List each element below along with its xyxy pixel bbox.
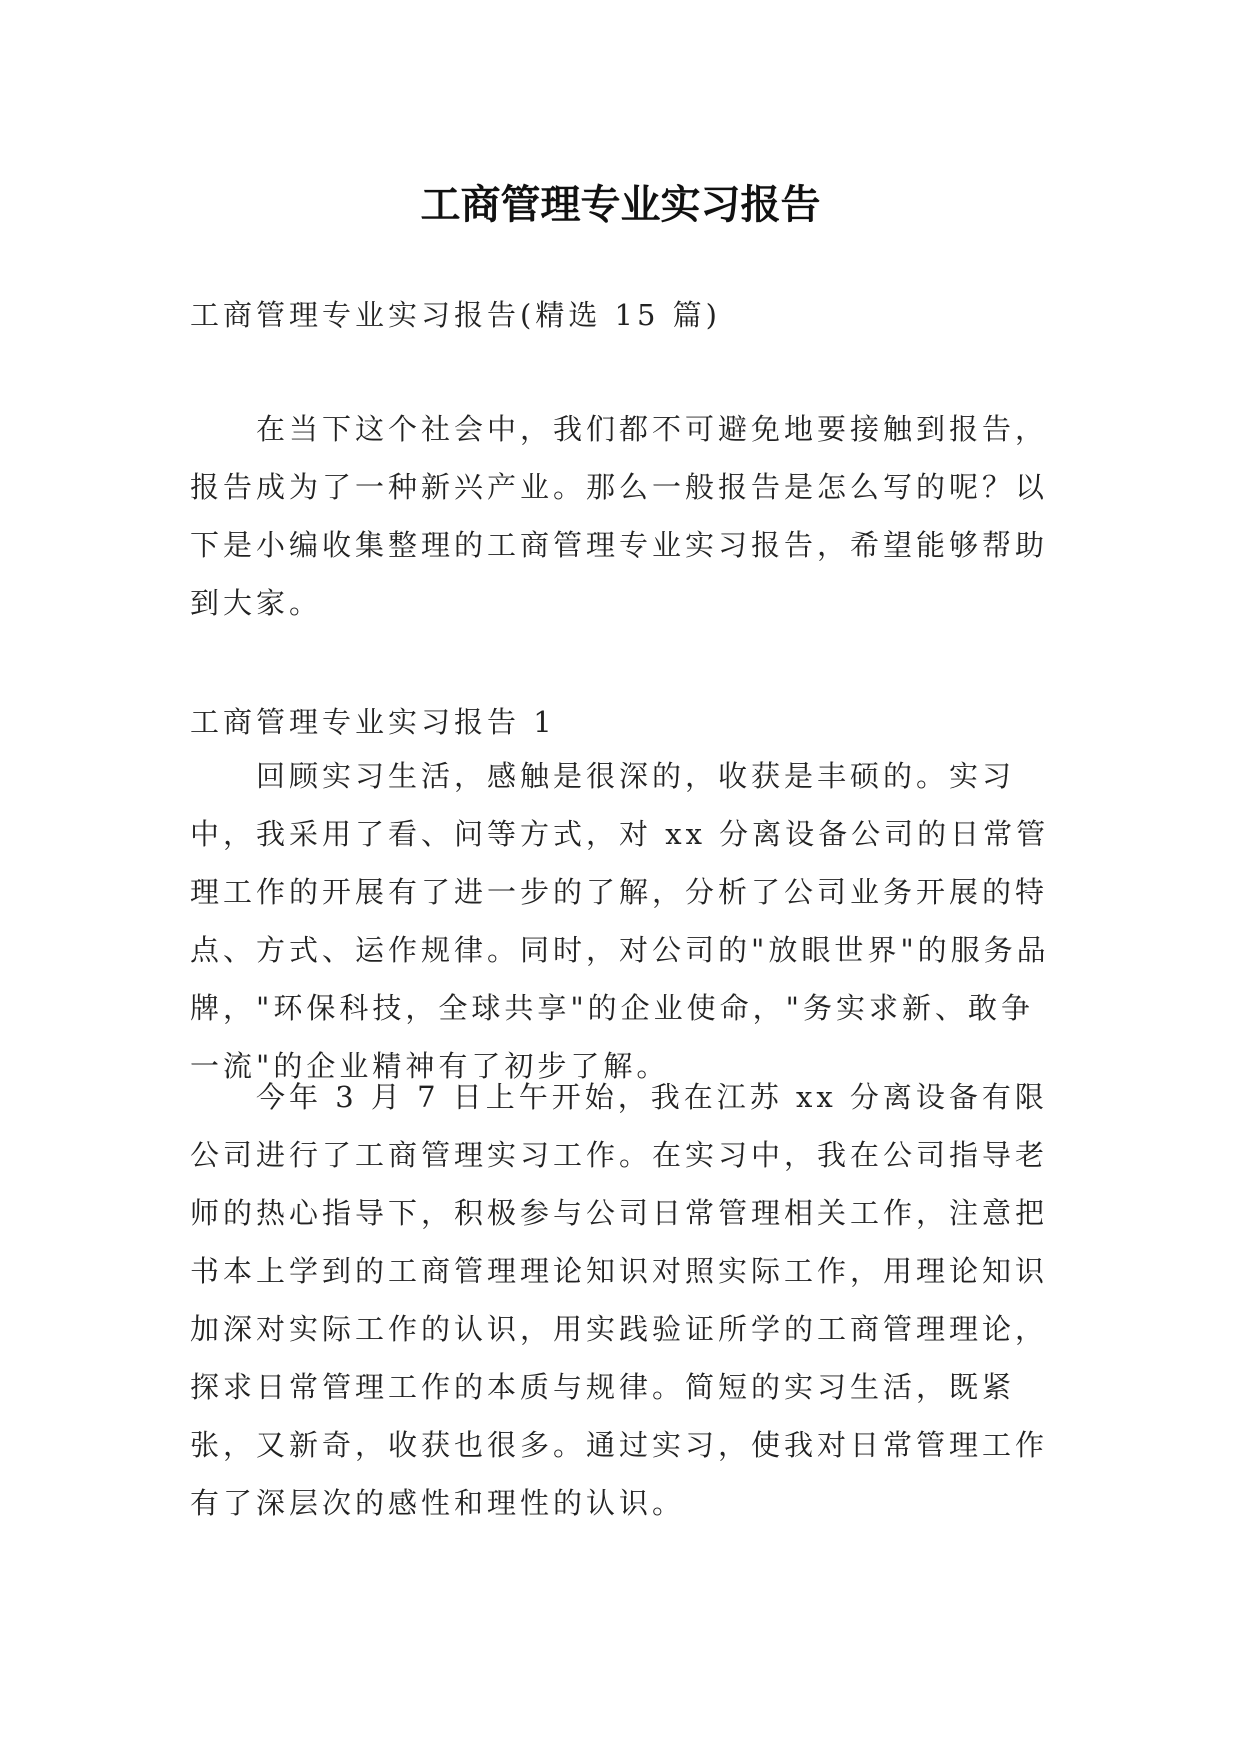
document-subtitle: 工商管理专业实习报告(精选 15 篇)	[190, 298, 721, 332]
section-heading: 工商管理专业实习报告 1	[190, 705, 556, 739]
body-paragraph: 回顾实习生活，感触是很深的，收获是丰硕的。实习中，我采用了看、问等方式，对 xx 分离设备公司的日常管理工作的开展有了进一步的了解，分析了公司业务开展的特点、方式、运作规律。同时，对公司的"放眼世界"的服务品牌，"环保科技，全球共享"的企业使命，"务实求新、敢争一流"的企业精神有了初步了解。	[190, 759, 1050, 1083]
document-title: 工商管理专业实习报告	[420, 180, 821, 228]
intro-paragraph: 在当下这个社会中，我们都不可避免地要接触到报告，报告成为了一种新兴产业。那么一般报告是怎么写的呢？以下是小编收集整理的工商管理专业实习报告，希望能够帮助到大家。	[190, 412, 1049, 620]
body-paragraph: 今年 3 月 7 日上午开始，我在江苏 xx 分离设备有限公司进行了工商管理实习工作。在实习中，我在公司指导老师的热心指导下，积极参与公司日常管理相关工作，注意把书本上学到的工商管理理论知识对照实际工作，用理论知识加深对实际工作的认识，用实践验证所学的工商管理理论，探求日常管理工作的本质与规律。简短的实习生活，既紧张，又新奇，收获也很多。通过实习，使我对日常管理工作有了深层次的感性和理性的认识。	[190, 1080, 1049, 1520]
